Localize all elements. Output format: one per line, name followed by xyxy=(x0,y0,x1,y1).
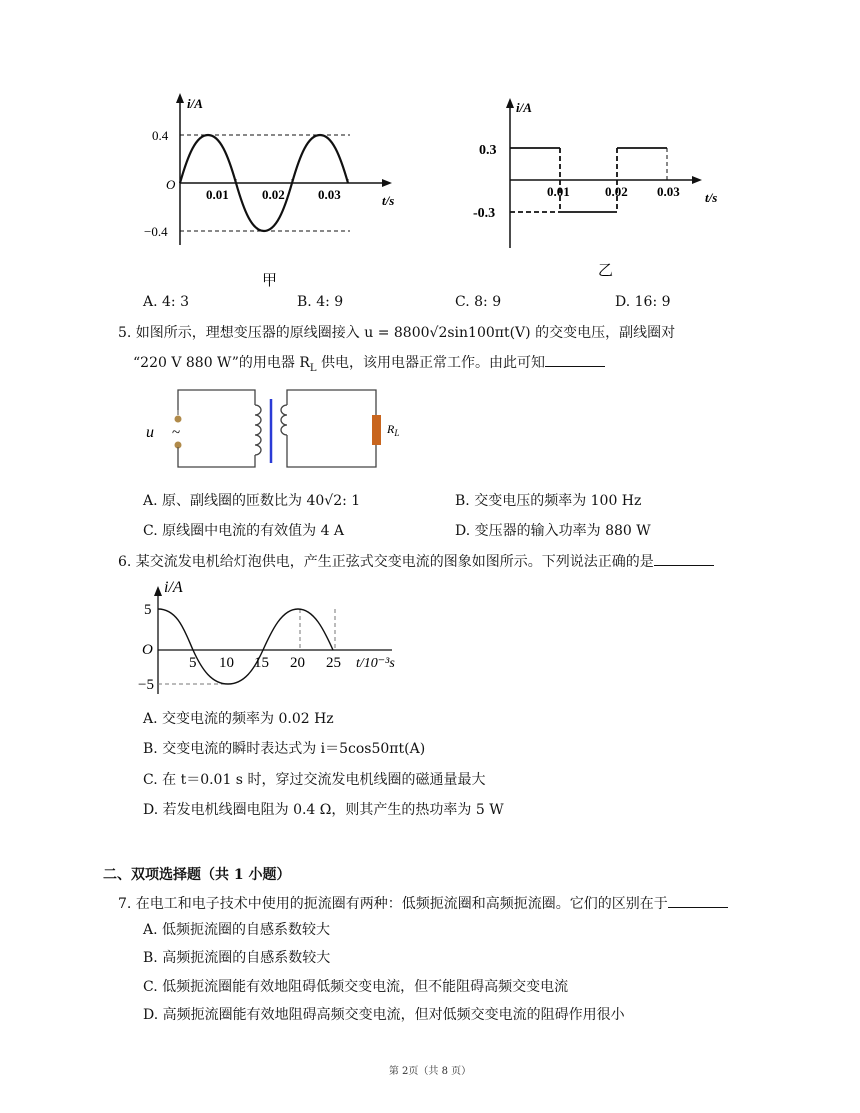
transformer-diagram xyxy=(140,385,400,475)
figure-yi xyxy=(465,90,745,290)
q6-cosine-curve xyxy=(158,609,333,684)
q4-option-d[interactable]: D. 16: 9 xyxy=(615,294,671,310)
q6-x-tick-2: 10 xyxy=(219,655,234,671)
yi-x-axis-label: t/s xyxy=(705,190,718,205)
jia-origin: O xyxy=(166,177,176,192)
jia-x-tick-2: 0.02 xyxy=(262,187,285,202)
q7-option-b[interactable]: B. 高频扼流圈的自感系数较大 xyxy=(143,950,331,966)
q7-option-d[interactable]: D. 高频扼流圈能有效地阻碍高频交变电流，但对低频交变电流的阻碍作用很小 xyxy=(143,1007,625,1023)
q4-option-c[interactable]: C. 8: 9 xyxy=(455,294,502,310)
q6-answer-blank[interactable] xyxy=(654,553,714,566)
q6-y-axis-label: i/A xyxy=(164,579,183,596)
q6-origin: O xyxy=(142,642,153,658)
figure-q6-graph xyxy=(130,572,420,697)
q4-option-a[interactable]: A. 4: 3 xyxy=(143,294,189,310)
jia-x-tick-3: 0.03 xyxy=(318,187,341,202)
q4-option-b[interactable]: B. 4: 9 xyxy=(297,294,344,310)
q6-x-tick-1: 5 xyxy=(189,655,197,671)
q6-option-b[interactable]: B. 交变电流的瞬时表达式为 i＝5cos50πt(A) xyxy=(143,741,426,757)
q5-option-c[interactable]: C. 原线圈中电流的有效值为 4 A xyxy=(143,523,345,539)
q6-x-tick-5: 25 xyxy=(326,655,341,671)
input-voltage-label: u xyxy=(146,424,154,441)
yi-caption: 乙 xyxy=(598,263,614,279)
q7-answer-blank[interactable] xyxy=(668,895,728,908)
q5-option-b[interactable]: B. 交变电压的频率为 100 Hz xyxy=(455,493,642,509)
yi-y-tick-pos: 0.3 xyxy=(479,143,497,158)
q7-option-a[interactable]: A. 低频扼流圈的自感系数较大 xyxy=(143,922,331,938)
jia-caption: 甲 xyxy=(262,273,278,289)
primary-coil xyxy=(255,405,261,455)
q5-option-a[interactable]: A. 原、副线圈的匝数比为 40√2: 1 xyxy=(143,493,361,509)
q6-option-d[interactable]: D. 若发电机线圈电阻为 0.4 Ω，则其产生的热功率为 5 W xyxy=(143,802,504,818)
secondary-coil xyxy=(281,405,287,435)
yi-y-axis-label: i/A xyxy=(516,100,532,115)
jia-y-tick-neg: −0.4 xyxy=(144,224,168,239)
jia-y-tick-pos: 0.4 xyxy=(152,128,169,143)
jia-x-axis-label: t/s xyxy=(382,193,395,208)
ac-source-symbol: ~ xyxy=(172,425,181,441)
q5-stem-line1: 5. 如图所示，理想变压器的原线圈接入 u = 8800√2sin100πt(V) 的交变电压，副线圈对 xyxy=(118,325,676,341)
jia-y-axis-label: i/A xyxy=(187,96,203,111)
yi-y-tick-neg: -0.3 xyxy=(473,206,496,221)
load-label: $R_L$ xyxy=(387,422,400,438)
q6-x-tick-3: 15 xyxy=(254,655,269,671)
q7-option-c[interactable]: C. 低频扼流圈能有效地阻碍低频交变电流，但不能阻碍高频交变电流 xyxy=(143,979,569,995)
input-terminal-top xyxy=(175,416,182,423)
q6-y-tick-pos: 5 xyxy=(144,602,152,618)
q6-x-axis-label: t/10⁻³s xyxy=(356,656,395,671)
q6-stem: 6. 某交流发电机给灯泡供电，产生正弦式交变电流的图象如图所示。下列说法正确的是 xyxy=(118,551,714,571)
load-resistor xyxy=(372,415,381,445)
yi-x-tick-1: 0.01 xyxy=(547,184,570,199)
q6-y-tick-neg: −5 xyxy=(138,677,154,693)
q5-answer-blank[interactable] xyxy=(545,354,605,367)
q6-x-tick-4: 20 xyxy=(290,655,305,671)
q6-option-a[interactable]: A. 交变电流的频率为 0.02 Hz xyxy=(143,711,334,727)
yi-x-tick-3: 0.03 xyxy=(657,184,680,199)
figure-jia xyxy=(130,85,410,295)
q7-stem: 7. 在电工和电子技术中使用的扼流圈有两种：低频扼流圈和高频扼流圈。它们的区别在于 xyxy=(118,893,728,913)
jia-x-tick-1: 0.01 xyxy=(206,187,229,202)
q6-option-c[interactable]: C. 在 t＝0.01 s 时，穿过交流发电机线圈的磁通量最大 xyxy=(143,772,486,788)
q5-stem-line2: “220 V 880 W”的用电器 $R_L$ 供电，该用电器正常工作。由此可知 xyxy=(133,352,605,374)
yi-x-tick-2: 0.02 xyxy=(605,184,628,199)
page-footer: 第 2页（共 8 页） xyxy=(388,1066,472,1077)
section-heading: 二、双项选择题（共 1 小题） xyxy=(103,867,291,883)
q5-option-d[interactable]: D. 变压器的输入功率为 880 W xyxy=(455,523,651,539)
